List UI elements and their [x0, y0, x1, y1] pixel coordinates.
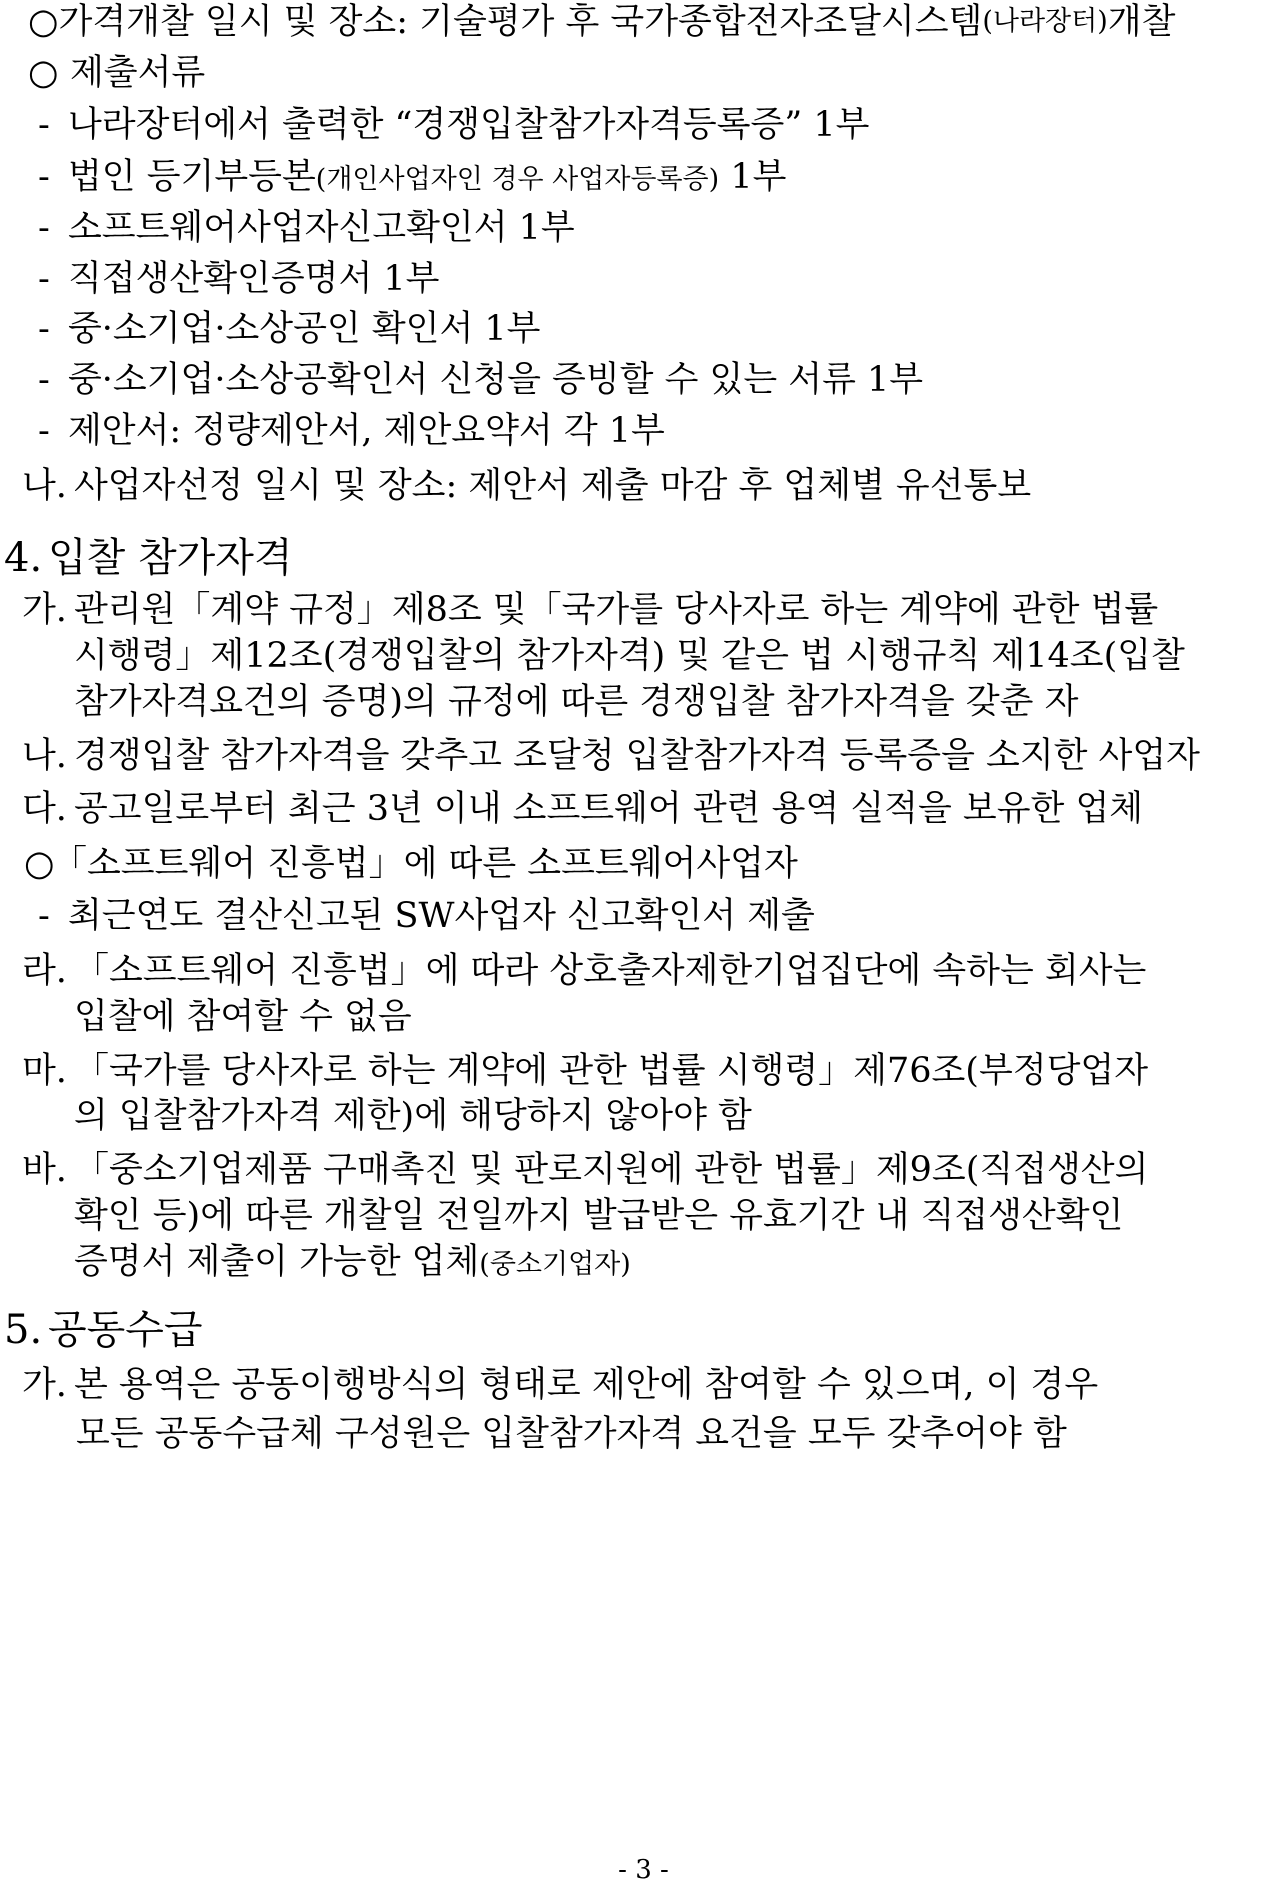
- section-number: 4.: [4, 535, 43, 581]
- joint-contracting-item-continued: [76, 1409, 1067, 1459]
- document-list-item: [38, 254, 440, 304]
- document-list-item: [38, 304, 541, 354]
- document-list-item: [38, 203, 575, 253]
- contractor-selection-item: [22, 461, 1031, 511]
- item-text: 최근연도 결산신고된 SW사업자 신고확인서 제출: [68, 896, 815, 936]
- eligibility-item: [22, 784, 1144, 834]
- item-marker: -: [38, 309, 50, 349]
- item-text: 「소프트웨어 진흥법」에 따른 소프트웨어사업자: [52, 844, 798, 884]
- required-documents-item: [28, 48, 205, 98]
- document-list-item: [38, 355, 923, 405]
- eligibility-item: [22, 1046, 1149, 1096]
- item-text: 제출서류: [70, 53, 206, 93]
- eligibility-item: [22, 1145, 1149, 1195]
- item-text: 나라장터에서 출력한 “경쟁입찰참가자격등록증” 1부: [68, 105, 870, 145]
- item-text: 경쟁입찰 참가자격을 갖추고 조달청 입찰참가자격 등록증을 소지한 사업자: [74, 736, 1200, 776]
- eligibility-item-continued: [74, 992, 412, 1042]
- item-text: 직접생산확인증명서 1부: [68, 259, 440, 299]
- item-text: 제안서: 정량제안서, 제안요약서 각 1부: [68, 411, 665, 451]
- item-text: 증명서 제출이 가능한 업체: [74, 1242, 480, 1282]
- section-number: 5.: [4, 1307, 43, 1353]
- item-marker: -: [38, 157, 50, 197]
- item-note: (중소기업자): [479, 1249, 631, 1280]
- item-text: 「국가를 당사자로 하는 계약에 관한 법률 시행령」제76조(부정당업자: [74, 1051, 1149, 1091]
- item-marker: 바.: [22, 1150, 67, 1190]
- item-note: (나라장터): [982, 6, 1108, 37]
- item-text: 법인 등기부등본: [68, 157, 316, 197]
- eligibility-item: [22, 946, 1147, 996]
- item-marker: 나.: [22, 466, 67, 506]
- item-marker: ○: [28, 53, 59, 93]
- section-title: 공동수급: [48, 1307, 203, 1353]
- item-marker: -: [38, 360, 50, 400]
- item-marker: -: [38, 208, 50, 248]
- section-heading-joint-contracting: [4, 1302, 203, 1358]
- item-marker: -: [38, 896, 50, 936]
- eligibility-item-continued: [74, 631, 1185, 681]
- item-text: 입찰에 참여할 수 없음: [74, 997, 412, 1037]
- document-list-item: [38, 406, 665, 456]
- item-marker: ○: [24, 844, 55, 884]
- bid-opening-item: [28, 0, 1176, 47]
- item-marker: 마.: [22, 1051, 67, 1091]
- document-list-item: - 법인 등기부등본(개인사업자인 경우 사업자등록증) 1부: [38, 152, 786, 202]
- eligibility-item-continued: [74, 1191, 1124, 1241]
- item-text: 참가자격요건의 증명)의 규정에 따른 경쟁입찰 참가자격을 갖춘 자: [74, 682, 1079, 722]
- item-text: 시행령」제12조(경쟁입찰의 참가자격) 및 같은 법 시행규칙 제14조(입찰: [74, 636, 1185, 676]
- eligibility-subitem: [24, 839, 798, 889]
- eligibility-item-continued: [74, 1237, 631, 1287]
- item-marker: 가.: [22, 590, 67, 630]
- item-text: 중·소기업·소상공확인서 신청을 증빙할 수 있는 서류 1부: [68, 360, 924, 400]
- item-marker: 라.: [22, 951, 67, 991]
- item-text: 소프트웨어사업자신고확인서 1부: [68, 208, 575, 248]
- item-text: 의 입찰참가자격 제한)에 해당하지 않아야 함: [74, 1096, 752, 1136]
- item-note: (개인사업자인 경우 사업자등록증): [315, 164, 720, 195]
- eligibility-item-continued: [74, 1091, 752, 1141]
- item-marker: -: [38, 411, 50, 451]
- item-text: 가격개찰 일시 및 장소: 기술평가 후 국가종합전자조달시스템 (나라장터) 개찰: [59, 0, 1176, 47]
- eligibility-item-continued: [74, 677, 1078, 727]
- section-heading-eligibility: [4, 530, 293, 586]
- item-marker: ○: [28, 2, 59, 42]
- page-number: - 3 -: [618, 1855, 669, 1885]
- item-text: 중·소기업·소상공인 확인서 1부: [68, 309, 541, 349]
- eligibility-subitem-detail: [38, 891, 815, 941]
- eligibility-item: [22, 585, 1159, 635]
- section-title: 입찰 참가자격: [48, 535, 293, 581]
- item-marker: 가.: [22, 1365, 67, 1405]
- item-text: 「중소기업제품 구매촉진 및 판로지원에 관한 법률」제9조(직접생산의: [74, 1150, 1149, 1190]
- item-marker: -: [38, 259, 50, 299]
- item-marker: -: [38, 105, 50, 145]
- item-text: 모든 공동수급체 구성원은 입찰참가자격 요건을 모두 갖추어야 함: [76, 1414, 1067, 1454]
- item-marker: 다.: [22, 789, 67, 829]
- item-marker: 나.: [22, 736, 67, 776]
- document-list-item: [38, 100, 869, 150]
- item-text: 공고일로부터 최근 3년 이내 소프트웨어 관련 용역 실적을 보유한 업체: [74, 789, 1144, 829]
- joint-contracting-item: [22, 1360, 1099, 1410]
- eligibility-item: [22, 731, 1200, 781]
- item-text: 본 용역은 공동이행방식의 형태로 제안에 참여할 수 있으며, 이 경우: [74, 1365, 1099, 1405]
- item-text: 관리원「계약 규정」제8조 및「국가를 당사자로 하는 계약에 관한 법률: [74, 590, 1159, 630]
- item-text: 확인 등)에 따른 개찰일 전일까지 발급받은 유효기간 내 직접생산확인: [74, 1196, 1124, 1236]
- item-text: 사업자선정 일시 및 장소: 제안서 제출 마감 후 업체별 유선통보: [74, 466, 1032, 506]
- item-text: 「소프트웨어 진흥법」에 따라 상호출자제한기업집단에 속하는 회사는: [74, 951, 1147, 991]
